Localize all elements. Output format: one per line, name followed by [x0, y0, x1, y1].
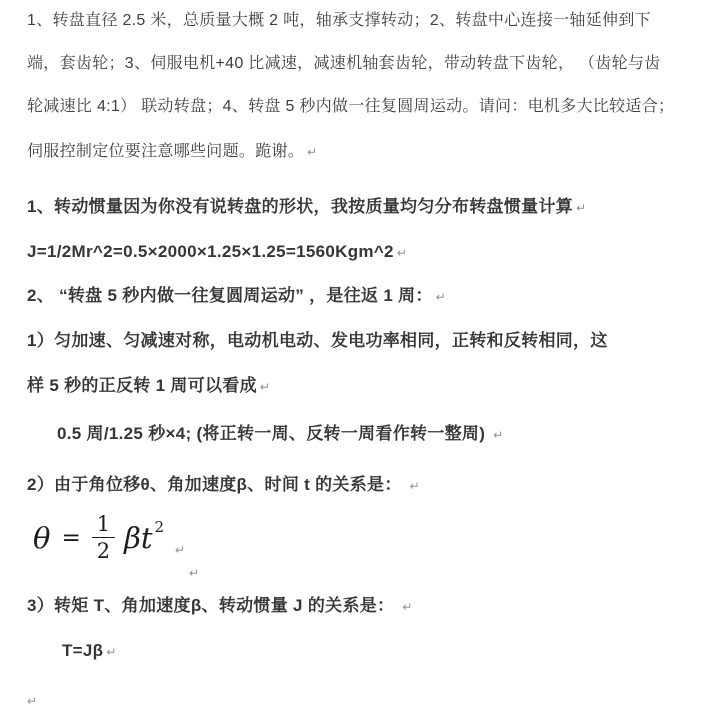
equation-exponent: 2 [154, 517, 165, 536]
answer-item2-heading [27, 474, 420, 497]
answer-motion-statement [27, 285, 446, 308]
answer-item1-line1 [27, 330, 608, 352]
paragraph-mark: ↵ [402, 600, 413, 614]
paragraph-mark: ↵ [27, 694, 38, 708]
equation-denominator: 2 [92, 537, 115, 564]
question-line-2 [27, 53, 661, 75]
question-line-1 [27, 10, 651, 32]
answer-item3-heading [27, 595, 412, 618]
answer-text: 样 5 秒的正反转 1 周可以看成 [27, 376, 257, 395]
equation-beta-t: βt [124, 520, 153, 555]
equation-image [33, 511, 164, 564]
answer-item1-line2 [27, 375, 270, 398]
paragraph-mark: ↵ [106, 645, 117, 659]
paragraph-mark: ↵ [175, 543, 186, 557]
formula-text: J=1/2Mr^2=0.5×2000×1.25×1.25=1560Kgm^2 [27, 242, 394, 261]
answer-item1-calc [57, 423, 503, 446]
answer-inertia-formula [27, 241, 407, 264]
equation-numerator: 1 [96, 512, 111, 536]
formula-text: T=Jβ [62, 641, 104, 660]
question-text: 1、转盘直径 2.5 米，总质量大概 2 吨，轴承支撑转动；2、转盘中心连接一轴延伸到下 [27, 12, 651, 29]
question-text: 轮减速比 4:1） 联动转盘；4、转盘 5 秒内做一往复圆周运动。请问：电机多大比较适合； [27, 98, 675, 115]
answer-text: 2、 “转盘 5 秒内做一往复圆周运动” ，是往返 1 周： [27, 286, 433, 305]
equation-fraction [92, 511, 115, 564]
paragraph-mark: ↵ [259, 380, 270, 394]
paragraph-mark: ↵ [435, 290, 446, 304]
paragraph-mark: ↵ [409, 479, 420, 493]
answer-torque-formula [62, 640, 116, 663]
paragraph-mark: ↵ [307, 145, 318, 159]
formula-text: 0.5 周/1.25 秒×4; (将正转一周、反转一周看作转一整周) [57, 424, 491, 443]
question-line-3 [27, 96, 674, 118]
answer-text: 3）转矩 T、角加速度β、转动惯量 J 的关系是： [27, 596, 400, 615]
question-line-4 [27, 141, 317, 163]
answer-text: 2）由于角位移θ、角加速度β、时间 t 的关系是： [27, 475, 407, 494]
answer-text: 1、转动惯量因为你没有说转盘的形状，我按质量均匀分布转盘惯量计算 [27, 197, 574, 216]
equation-theta: θ [33, 520, 51, 555]
answer-text: 1）匀加速、匀减速对称，电动机电动、发电功率相同，正转和反转相同，这 [27, 331, 608, 350]
paragraph-mark: ↵ [396, 246, 407, 260]
question-text: 端，套齿轮；3、伺服电机+40 比减速，减速机轴套齿轮，带动转盘下齿轮， （齿轮与齿 [27, 55, 661, 72]
answer-inertia-intro [27, 196, 586, 219]
equation-equals: = [61, 524, 81, 551]
paragraph-mark: ↵ [189, 566, 200, 580]
question-text: 伺服控制定位要注意哪些问题。跪谢。 [27, 143, 305, 160]
paragraph-mark: ↵ [493, 428, 504, 442]
paragraph-mark: ↵ [576, 201, 587, 215]
